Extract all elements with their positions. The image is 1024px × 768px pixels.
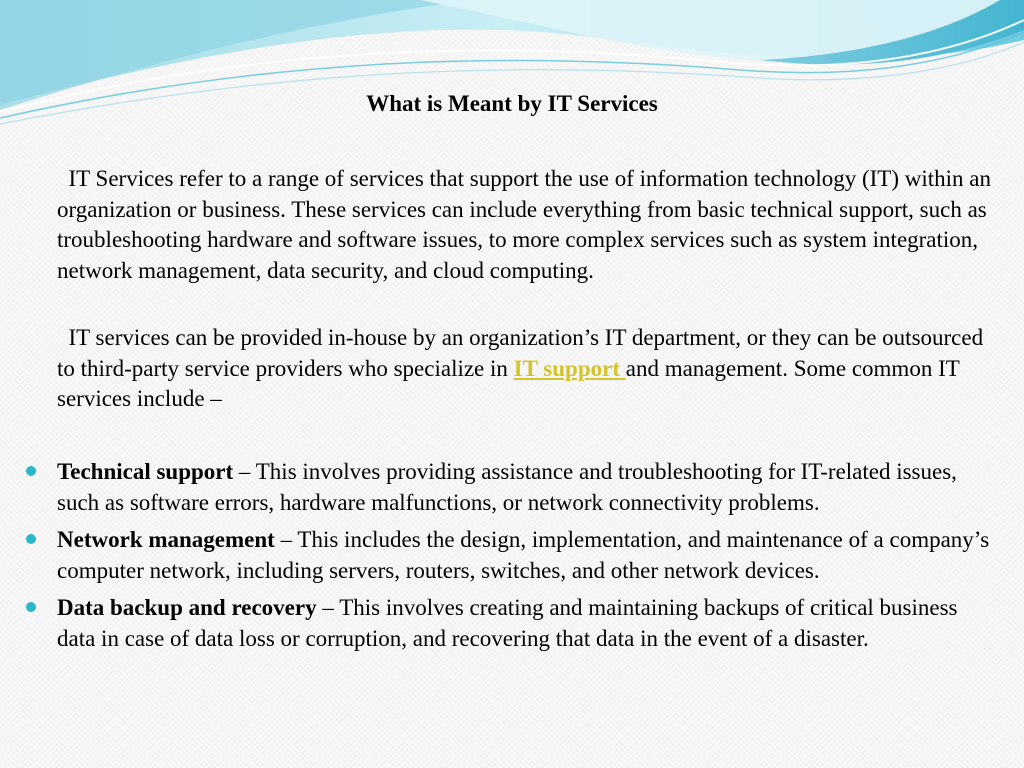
it-support-link[interactable]: IT support bbox=[513, 355, 626, 381]
list-item-term: Data backup and recovery bbox=[57, 595, 317, 620]
intro-paragraph-text: IT Services refer to a range of services that support the use of information technology (IT) within an organization or business. These services can include everything from basic technical support, such as troubleshooting hardware and software issues, to more complex services such as system integration, network management, data security, and cloud computing. bbox=[57, 166, 991, 283]
second-paragraph-before: IT services can be provided in-house by an organization’s IT department, or they can be outsourced to third-party service providers who specialize in bbox=[57, 325, 984, 381]
list-item-term: Technical support bbox=[57, 459, 234, 484]
second-paragraph bbox=[57, 323, 997, 415]
list-item-text: – This involves creating and maintaining backups of critical business data in case of data loss or corruption, and recovering that data in the event of a disaster. bbox=[57, 595, 958, 651]
page-title: What is Meant by IT Services bbox=[366, 91, 658, 116]
bullet-icon bbox=[26, 602, 36, 612]
list-item-term: Network management bbox=[57, 527, 275, 552]
list-item bbox=[0, 593, 997, 654]
intro-paragraph bbox=[57, 164, 997, 286]
bullet-icon bbox=[26, 466, 36, 476]
list-item bbox=[0, 525, 997, 586]
second-paragraph-after: and management. Some common IT services include – bbox=[57, 355, 960, 411]
bullet-icon bbox=[26, 534, 36, 544]
list-item-text: – This involves providing assistance and troubleshooting for IT-related issues, such as software errors, hardware malfunctions, or network connectivity problems. bbox=[57, 459, 957, 515]
list-item-text: – This includes the design, implementation, and maintenance of a company’s computer network, including servers, routers, switches, and other network devices. bbox=[57, 527, 990, 583]
services-list bbox=[0, 457, 1024, 661]
list-item bbox=[0, 457, 997, 518]
